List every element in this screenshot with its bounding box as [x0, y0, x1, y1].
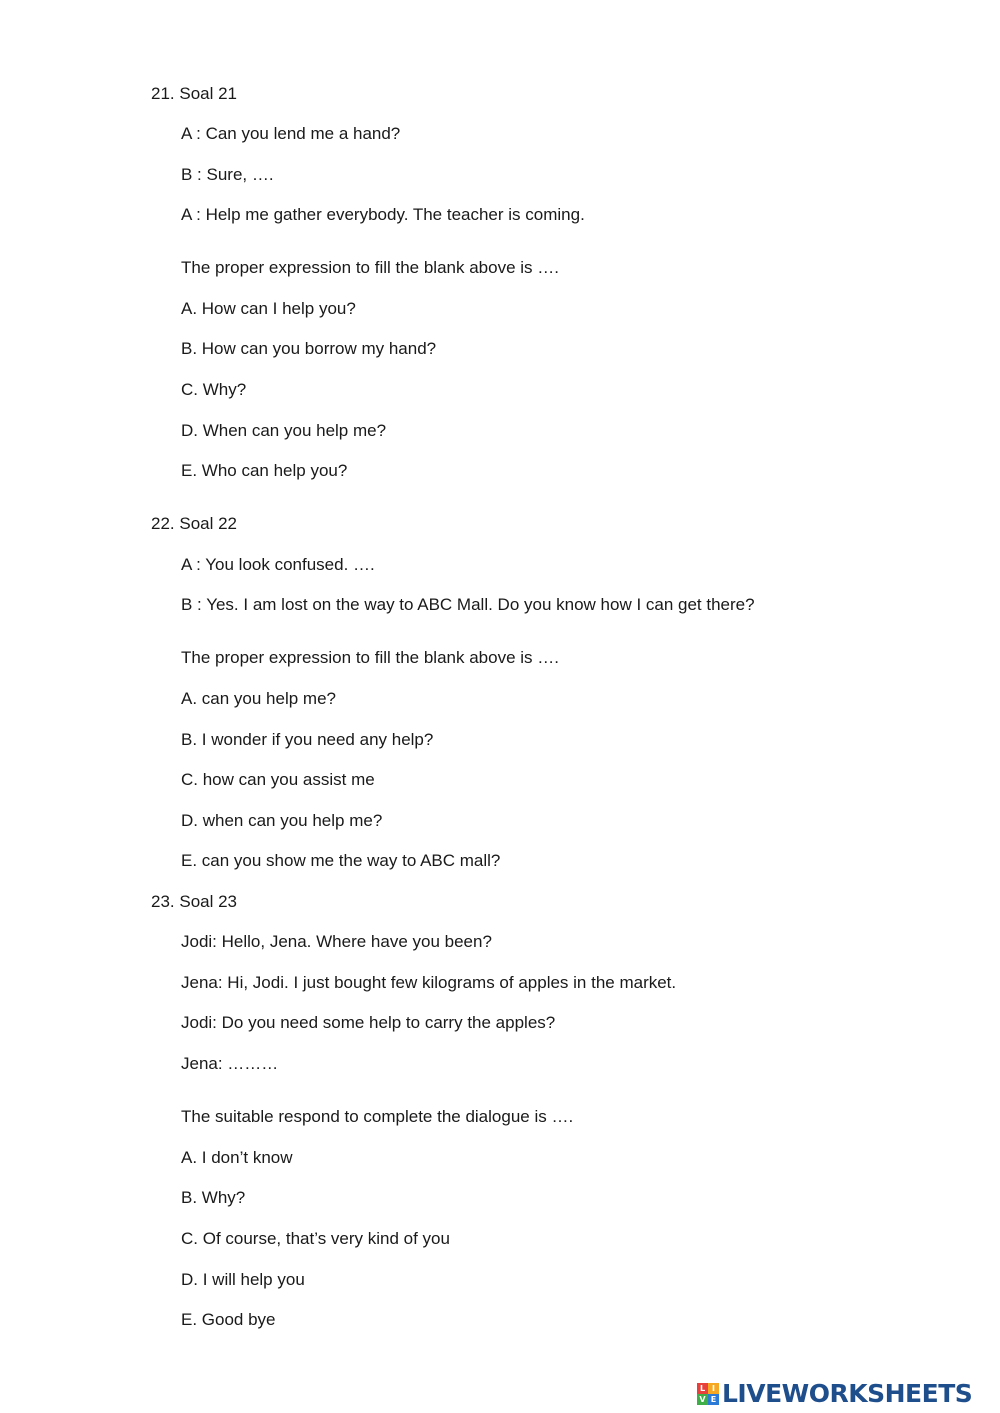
logo-mark-letter-l: L [697, 1383, 708, 1394]
logo-mark-letter-e: E [708, 1394, 719, 1405]
question-22-dialogue-line-2: B : Yes. I am lost on the way to ABC Mall. Do you know how I can get there? [181, 595, 755, 614]
question-23-option-e[interactable]: E. Good bye [181, 1310, 276, 1329]
question-21-dialogue-line-2: B : Sure, …. [181, 165, 274, 184]
question-23-dialogue-line-2: Jena: Hi, Jodi. I just bought few kilograms of apples in the market. [181, 973, 677, 992]
logo-mark-letter-i: I [708, 1383, 719, 1394]
question-21-option-e[interactable]: E. Who can help you? [181, 461, 348, 480]
question-22-heading: 22. Soal 22 [151, 514, 238, 533]
question-23-option-a[interactable]: A. I don’t know [181, 1148, 293, 1167]
liveworksheets-mark-icon [697, 1383, 719, 1405]
question-23-dialogue-line-4: Jena: ……… [181, 1054, 279, 1073]
question-23-option-d[interactable]: D. I will help you [181, 1270, 305, 1289]
question-21-option-d[interactable]: D. When can you help me? [181, 421, 387, 440]
question-23-prompt: The suitable respond to complete the dialogue is …. [181, 1107, 574, 1126]
question-21-option-b[interactable]: B. How can you borrow my hand? [181, 339, 437, 358]
question-21-option-a[interactable]: A. How can I help you? [181, 299, 356, 318]
logo-mark-letter-v: V [697, 1394, 708, 1405]
question-21-dialogue-line-1: A : Can you lend me a hand? [181, 124, 401, 143]
question-23-dialogue-line-3: Jodi: Do you need some help to carry the apples? [181, 1013, 556, 1032]
question-21-heading: 21. Soal 21 [151, 84, 238, 103]
question-23-option-c[interactable]: C. Of course, that’s very kind of you [181, 1229, 450, 1248]
question-23-heading: 23. Soal 23 [151, 892, 238, 911]
question-22-option-a[interactable]: A. can you help me? [181, 689, 336, 708]
question-22-prompt: The proper expression to fill the blank above is …. [181, 648, 559, 667]
question-22-option-b[interactable]: B. I wonder if you need any help? [181, 730, 434, 749]
question-21-option-c[interactable]: C. Why? [181, 380, 247, 399]
liveworksheets-logo-text: LIVEWORKSHEETS [722, 1379, 973, 1408]
question-23-option-b[interactable]: B. Why? [181, 1188, 246, 1207]
question-21-dialogue-line-3: A : Help me gather everybody. The teacher is coming. [181, 205, 585, 224]
question-22-dialogue-line-1: A : You look confused. …. [181, 555, 375, 574]
question-21-prompt: The proper expression to fill the blank above is …. [181, 258, 559, 277]
question-22-option-c[interactable]: C. how can you assist me [181, 770, 375, 789]
question-22-option-e[interactable]: E. can you show me the way to ABC mall? [181, 851, 501, 870]
question-23-dialogue-line-1: Jodi: Hello, Jena. Where have you been? [181, 932, 492, 951]
question-22-option-d[interactable]: D. when can you help me? [181, 811, 383, 830]
liveworksheets-logo [697, 1380, 972, 1408]
